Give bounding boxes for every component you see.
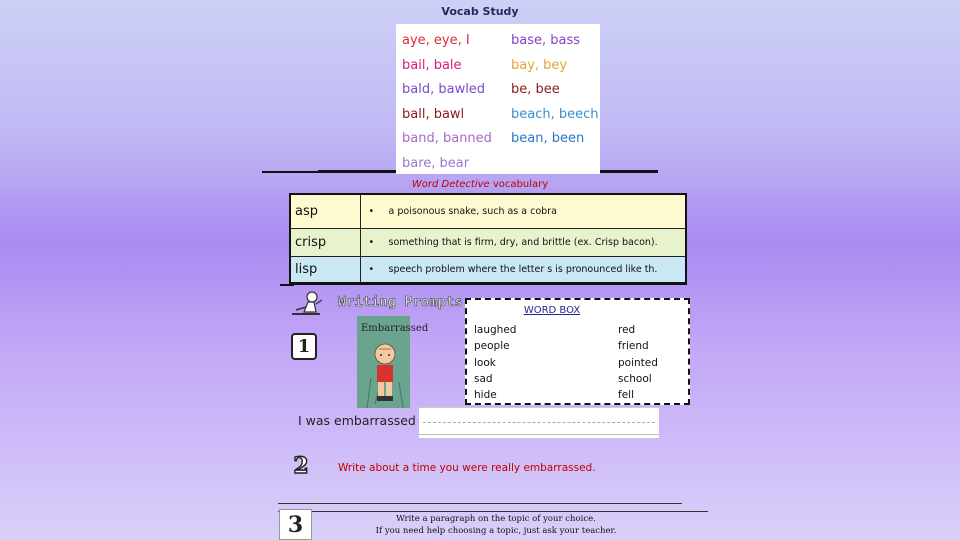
sentence-starter: I was embarrassed bbox=[298, 413, 416, 428]
vocab-definition bbox=[360, 228, 686, 256]
homophone-item: bald, bawled bbox=[402, 82, 486, 98]
vocab-word: asp bbox=[290, 194, 360, 228]
divider-middle-left bbox=[280, 284, 294, 286]
prompt-three-line-1: Write a paragraph on the topic of your choice. bbox=[396, 514, 596, 524]
list-item: pointed bbox=[618, 356, 658, 369]
book-cover-title: Embarrassed bbox=[361, 323, 429, 334]
homophone-list bbox=[396, 24, 600, 174]
number-two-label: 2 bbox=[293, 453, 309, 479]
bullet: • bbox=[368, 263, 375, 275]
word-box-label: WORD BOX bbox=[523, 305, 581, 316]
homophone-item: bail, bale bbox=[402, 57, 462, 73]
homophone-item: bay, bey bbox=[511, 57, 568, 73]
table-row bbox=[290, 256, 686, 283]
writer-icon bbox=[286, 290, 326, 320]
table-row bbox=[290, 228, 686, 256]
bullet: • bbox=[368, 205, 375, 217]
word-detective-title bbox=[0, 179, 960, 190]
vocabulary-table bbox=[289, 193, 687, 284]
list-item: fell bbox=[618, 389, 634, 402]
number-two-icon bbox=[290, 454, 312, 478]
list-item: school bbox=[618, 372, 652, 385]
writing-prompts-title: Writing Prompts bbox=[338, 295, 463, 310]
word-detective-title-rest: vocabulary bbox=[489, 179, 549, 190]
divider-bottom-2 bbox=[278, 511, 708, 512]
bullet: • bbox=[368, 236, 375, 248]
divider-top-left bbox=[262, 171, 322, 173]
number-one-icon bbox=[291, 333, 317, 360]
prompt-three-line-2: If you need help choosing a topic, just ask your teacher. bbox=[375, 526, 617, 536]
vocab-word: crisp bbox=[290, 228, 360, 256]
writing-line[interactable] bbox=[419, 407, 659, 438]
prompt-two-text: Write about a time you were really embarrassed. bbox=[338, 462, 596, 474]
list-item: look bbox=[474, 356, 496, 369]
homophone-item: ball, bawl bbox=[402, 106, 465, 122]
word-box-column-2 bbox=[618, 322, 658, 403]
page-title: Vocab Study bbox=[441, 5, 519, 18]
baseline bbox=[419, 434, 659, 435]
homophone-item: beach, beech bbox=[511, 106, 599, 122]
definition-text: a poisonous snake, such as a cobra bbox=[388, 205, 557, 217]
divider-middle bbox=[289, 282, 687, 285]
word-box-column-1 bbox=[474, 322, 516, 403]
word-box bbox=[465, 298, 690, 405]
list-item: sad bbox=[474, 372, 493, 385]
homophone-item: band, banned bbox=[402, 131, 492, 147]
table-row bbox=[290, 194, 686, 228]
list-item: laughed bbox=[474, 324, 517, 336]
definition-text: speech problem where the letter s is pronounced like th. bbox=[388, 263, 658, 275]
vocab-definition bbox=[360, 194, 686, 228]
list-item: red bbox=[618, 324, 636, 336]
list-item: friend bbox=[618, 340, 649, 353]
homophone-item: aye, eye, I bbox=[402, 33, 470, 48]
list-item: hide bbox=[474, 389, 497, 402]
book-cover bbox=[357, 316, 429, 408]
homophone-item: bare, bear bbox=[402, 155, 470, 171]
number-one-label: 1 bbox=[297, 336, 311, 357]
divider-bottom-1 bbox=[278, 503, 682, 504]
vocab-word: lisp bbox=[290, 256, 360, 283]
homophone-item: bean, been bbox=[511, 131, 585, 147]
vocab-definition bbox=[360, 256, 686, 283]
number-three-icon bbox=[279, 509, 312, 540]
definition-text: something that is firm, dry, and brittle (ex. Crisp bacon). bbox=[388, 236, 658, 248]
list-item: people bbox=[474, 340, 510, 353]
child-illustration bbox=[365, 338, 405, 408]
number-three-label: 3 bbox=[287, 512, 304, 538]
word-detective-title-italic: Word Detective bbox=[411, 179, 490, 190]
dashed-midline bbox=[423, 422, 655, 423]
homophone-item: be, bee bbox=[511, 82, 560, 98]
homophone-item: base, bass bbox=[511, 33, 581, 48]
